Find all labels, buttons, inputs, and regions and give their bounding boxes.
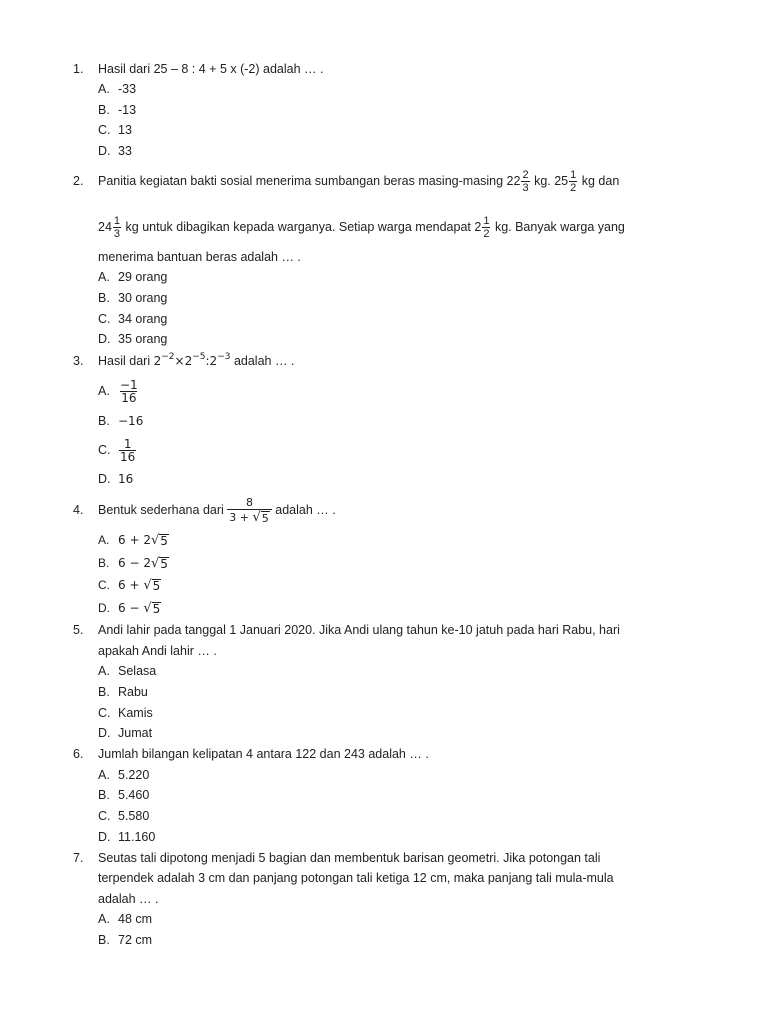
option-letter: B. bbox=[98, 788, 110, 802]
exponent: −3 bbox=[217, 352, 231, 362]
option-b[interactable] bbox=[98, 102, 136, 118]
option-d[interactable] bbox=[98, 143, 132, 159]
option-letter: C. bbox=[98, 578, 110, 592]
option-letter: B. bbox=[98, 103, 110, 117]
square-root: √ 5 bbox=[143, 578, 161, 593]
question-text bbox=[98, 494, 336, 526]
option-letter: A. bbox=[98, 768, 110, 782]
option-text: 72 cm bbox=[118, 933, 153, 947]
option-text: 13 bbox=[118, 123, 132, 137]
option-a[interactable] bbox=[98, 375, 140, 407]
question-text-line-1: Seutas tali dipotong menjadi 5 bagian dan membentuk barisan geometri. Jika potongan tali bbox=[98, 851, 601, 865]
radicand: 5 bbox=[152, 602, 161, 616]
option-c[interactable] bbox=[98, 577, 161, 593]
text-segment: kg dan bbox=[581, 174, 620, 188]
text-segment: 24 bbox=[98, 220, 112, 234]
question-text-line-2: terpendek adalah 3 cm dan panjang potongan tali ketiga 12 cm, maka panjang tali mula-mula bbox=[98, 871, 614, 885]
square-root: √ 5 bbox=[252, 510, 269, 526]
option-c[interactable] bbox=[98, 705, 153, 721]
option-text: 6 − 2 bbox=[118, 556, 151, 570]
question-number: 4. bbox=[73, 503, 84, 517]
question-text-line-2: apakah Andi lahir … . bbox=[98, 644, 217, 658]
text-segment: kg. Banyak warga yang bbox=[494, 220, 625, 234]
option-letter: B. bbox=[98, 556, 110, 570]
denominator-text: 3 + bbox=[229, 511, 253, 525]
option-letter: A. bbox=[98, 384, 110, 398]
option-letter: B. bbox=[98, 933, 110, 947]
option-a[interactable] bbox=[98, 532, 169, 548]
denominator: 2 bbox=[483, 228, 490, 241]
numerator: 2 bbox=[522, 169, 529, 182]
option-b[interactable] bbox=[98, 555, 169, 571]
square-root: √ 5 bbox=[143, 601, 161, 616]
option-letter: A. bbox=[98, 82, 110, 96]
question-text: Hasil dari 25 – 8 : 4 + 5 x (-2) adalah … . bbox=[98, 62, 324, 76]
option-a[interactable] bbox=[98, 663, 156, 679]
numerator: 1 bbox=[123, 437, 132, 452]
exponent: −5 bbox=[192, 352, 206, 362]
fraction bbox=[113, 215, 121, 240]
option-d[interactable] bbox=[98, 829, 155, 845]
option-b[interactable] bbox=[98, 413, 143, 429]
radicand: 5 bbox=[160, 534, 168, 548]
option-text: Selasa bbox=[118, 664, 157, 678]
option-text: Kamis bbox=[118, 706, 153, 720]
radicand: 5 bbox=[160, 557, 168, 571]
denominator: 2 bbox=[570, 182, 577, 195]
question-text-line-2 bbox=[98, 211, 625, 243]
denominator: 16 bbox=[120, 450, 136, 465]
text-segment: Panitia kegiatan bakti sosial menerima sumbangan beras masing-masing 22 bbox=[98, 174, 521, 188]
option-c[interactable] bbox=[98, 434, 137, 466]
option-letter: C. bbox=[98, 312, 111, 326]
square-root: √ 5 bbox=[150, 533, 168, 548]
fraction bbox=[227, 496, 272, 525]
question-text bbox=[98, 353, 294, 369]
option-c[interactable] bbox=[98, 122, 132, 138]
text-segment: adalah … . bbox=[275, 503, 336, 517]
base: 2 bbox=[209, 354, 218, 368]
option-text: 30 orang bbox=[118, 291, 168, 305]
operator: × bbox=[174, 354, 185, 368]
denominator: 3 bbox=[522, 182, 529, 195]
question-text-line-3: menerima bantuan beras adalah … . bbox=[98, 250, 301, 264]
option-text: -33 bbox=[118, 82, 137, 96]
option-letter: C. bbox=[98, 123, 111, 137]
question-number: 5. bbox=[73, 623, 84, 637]
option-b[interactable] bbox=[98, 290, 167, 306]
question-number: 1. bbox=[73, 62, 84, 76]
option-b[interactable] bbox=[98, 684, 148, 700]
square-root: √ 5 bbox=[150, 556, 168, 571]
numerator: 1 bbox=[113, 215, 121, 228]
option-b[interactable] bbox=[98, 932, 152, 948]
option-text: Jumat bbox=[118, 726, 153, 740]
option-letter: C. bbox=[98, 809, 111, 823]
option-text: 5.460 bbox=[118, 788, 150, 802]
option-letter: C. bbox=[98, 706, 111, 720]
base: 2 bbox=[184, 354, 193, 368]
fraction bbox=[521, 169, 529, 194]
option-text: 6 + bbox=[118, 578, 144, 592]
base: 2 bbox=[153, 354, 162, 368]
option-d[interactable] bbox=[98, 600, 161, 616]
fraction bbox=[119, 438, 136, 463]
power-expression bbox=[154, 354, 231, 368]
numerator: 1 bbox=[570, 169, 577, 182]
numerator: 1 bbox=[483, 215, 490, 228]
option-letter: A. bbox=[98, 664, 110, 678]
question-text: Jumlah bilangan kelipatan 4 antara 122 dan 243 adalah … . bbox=[98, 747, 429, 761]
question-text-line-1 bbox=[98, 165, 619, 197]
option-text: Rabu bbox=[118, 685, 148, 699]
text-segment: adalah … . bbox=[233, 354, 295, 368]
numerator: −1 bbox=[120, 378, 138, 393]
option-text: 29 orang bbox=[118, 270, 168, 284]
text-segment: Hasil dari bbox=[98, 354, 151, 368]
option-letter: C. bbox=[98, 443, 111, 457]
option-letter: D. bbox=[98, 472, 111, 486]
numerator: 8 bbox=[246, 496, 254, 510]
denominator: 3 bbox=[113, 228, 121, 241]
option-d[interactable] bbox=[98, 471, 133, 487]
question-number: 7. bbox=[73, 851, 84, 865]
radicand: 5 bbox=[152, 579, 161, 593]
option-letter: D. bbox=[98, 601, 110, 615]
option-d[interactable] bbox=[98, 331, 167, 347]
option-text: 33 bbox=[118, 144, 132, 158]
option-letter: D. bbox=[98, 144, 111, 158]
question-number: 6. bbox=[73, 747, 84, 761]
option-letter: D. bbox=[98, 332, 111, 346]
option-a[interactable] bbox=[98, 767, 149, 783]
option-text: 34 orang bbox=[118, 312, 168, 326]
radicand: 5 bbox=[261, 512, 269, 526]
option-letter: A. bbox=[98, 270, 110, 284]
question-text-line-3: adalah … . bbox=[98, 892, 159, 906]
exponent: −2 bbox=[161, 352, 175, 362]
option-a[interactable] bbox=[98, 269, 167, 285]
option-d[interactable] bbox=[98, 725, 152, 741]
denominator: 16 bbox=[121, 391, 137, 406]
question-number: 2. bbox=[73, 174, 84, 188]
operator: : bbox=[205, 354, 210, 368]
option-letter: A. bbox=[98, 912, 110, 926]
question-text-line-1: Andi lahir pada tanggal 1 Januari 2020. Jika Andi ulang tahun ke-10 jatuh pada hari Rabu, hari bbox=[98, 623, 620, 637]
option-text: 11.160 bbox=[118, 830, 156, 844]
fraction bbox=[482, 215, 490, 240]
denominator bbox=[227, 509, 272, 525]
text-segment: kg. 25 bbox=[534, 174, 569, 188]
option-text: 6 − bbox=[118, 601, 144, 615]
option-letter: B. bbox=[98, 291, 110, 305]
option-text: 5.220 bbox=[118, 768, 150, 782]
option-c[interactable] bbox=[98, 808, 149, 824]
option-b[interactable] bbox=[98, 787, 149, 803]
option-text: -13 bbox=[118, 103, 137, 117]
option-text: 5.580 bbox=[118, 809, 150, 823]
fraction bbox=[569, 169, 577, 194]
fraction bbox=[119, 379, 139, 404]
option-a[interactable] bbox=[98, 911, 152, 927]
option-letter: B. bbox=[98, 685, 110, 699]
option-text: 6 + 2 bbox=[118, 533, 151, 547]
option-letter: D. bbox=[98, 830, 111, 844]
option-text: 35 orang bbox=[118, 332, 168, 346]
option-a[interactable] bbox=[98, 81, 136, 97]
option-letter: A. bbox=[98, 533, 110, 547]
text-segment: Bentuk sederhana dari bbox=[98, 503, 224, 517]
option-text: 16 bbox=[118, 472, 134, 486]
option-text: −16 bbox=[118, 414, 144, 428]
option-letter: D. bbox=[98, 726, 111, 740]
option-letter: B. bbox=[98, 414, 110, 428]
question-number: 3. bbox=[73, 354, 84, 368]
option-text: 48 cm bbox=[118, 912, 153, 926]
option-c[interactable] bbox=[98, 311, 167, 327]
text-segment: kg untuk dibagikan kepada warganya. Setiap warga mendapat 2 bbox=[125, 220, 482, 234]
